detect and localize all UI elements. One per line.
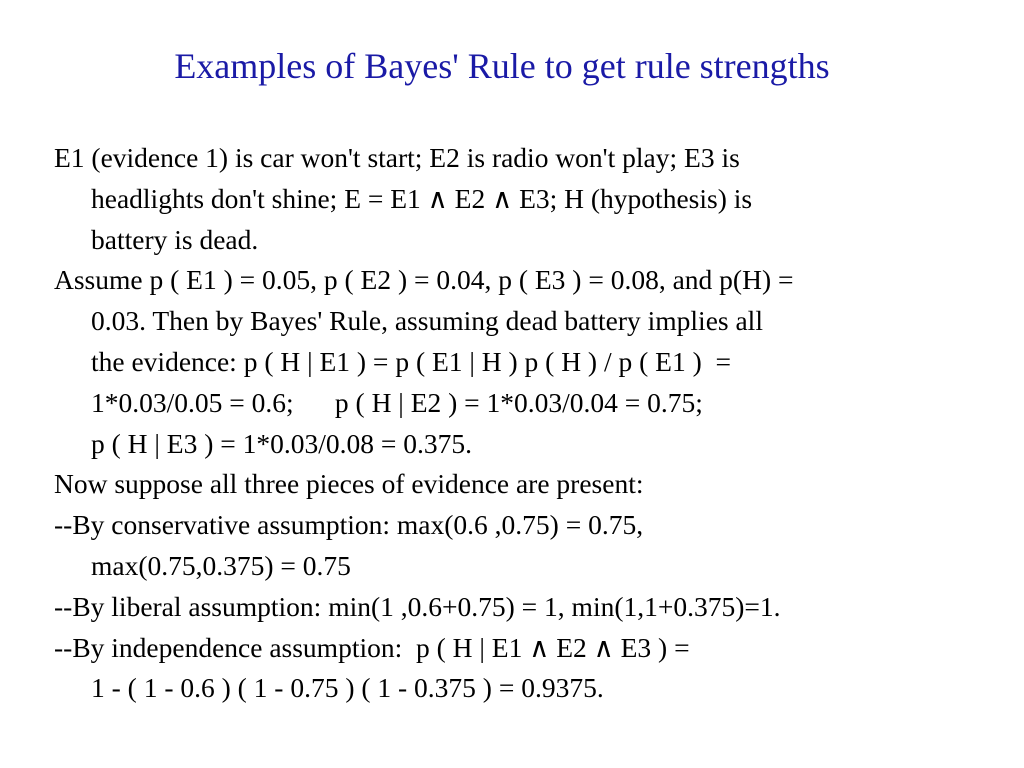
paragraph-conservative-assumption xyxy=(54,505,994,587)
text-line: --By independence assumption: p ( H | E1 ∧ E2 ∧ E3 ) = xyxy=(54,631,690,663)
paragraph-evidence-definitions xyxy=(54,138,994,260)
text-line: headlights don't shine; E = E1 ∧ E2 ∧ E3; H (hypothesis) is xyxy=(91,182,753,214)
paragraph-liberal-assumption xyxy=(54,587,994,628)
slide-body xyxy=(54,138,994,709)
text-line: E1 (evidence 1) is car won't start; E2 is radio won't play; E3 is xyxy=(54,142,740,173)
text-line: 1 - ( 1 - 0.6 ) ( 1 - 0.75 ) ( 1 - 0.375 ) = 0.9375. xyxy=(91,672,604,704)
text-line: battery is dead. xyxy=(91,223,259,255)
text-line: p ( H | E3 ) = 1*0.03/0.08 = 0.375. xyxy=(91,427,473,459)
text-line: max(0.75,0.375) = 0.75 xyxy=(91,549,351,581)
text-line: --By liberal assumption: min(1 ,0.6+0.75) = 1, min(1,1+0.375)=1. xyxy=(54,590,781,622)
paragraph-all-evidence xyxy=(54,464,994,505)
paragraph-probability-assumptions xyxy=(54,260,994,464)
text-line: Now suppose all three pieces of evidence are present: xyxy=(54,468,644,500)
text-line: 1*0.03/0.05 = 0.6; p ( H | E2 ) = 1*0.03/0.04 = 0.75; xyxy=(91,386,703,418)
slide-title: Examples of Bayes' Rule to get rule strengths xyxy=(174,46,830,86)
paragraph-independence-assumption xyxy=(54,628,994,710)
text-line: 0.03. Then by Bayes' Rule, assuming dead battery implies all xyxy=(91,305,763,337)
text-line: the evidence: p ( H | E1 ) = p ( E1 | H ) p ( H ) / p ( E1 ) = xyxy=(91,345,731,377)
text-line: --By conservative assumption: max(0.6 ,0.75) = 0.75, xyxy=(54,509,644,541)
text-line: Assume p ( E1 ) = 0.05, p ( E2 ) = 0.04, p ( E3 ) = 0.08, and p(H) = xyxy=(54,264,794,296)
